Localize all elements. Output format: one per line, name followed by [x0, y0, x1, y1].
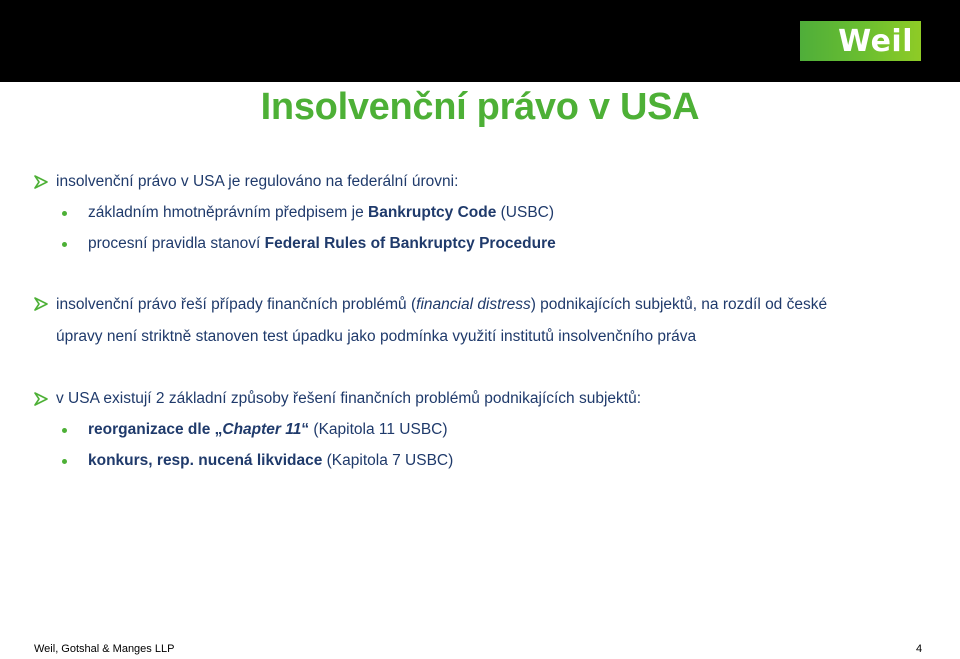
page-number: 4	[916, 643, 923, 655]
bold-italic-span: Chapter 11	[222, 421, 302, 438]
text-span: (Kapitola 11 USBC)	[309, 421, 448, 438]
text-span: (Kapitola 7 USBC)	[322, 452, 454, 469]
bold-span: Bankruptcy Code	[368, 204, 497, 221]
arrow-bullet-icon	[34, 175, 48, 189]
bold-span: reorganizace dle „	[88, 421, 223, 438]
bullet-3-sub-2	[88, 452, 453, 470]
arrow-bullet-icon	[34, 392, 48, 406]
weil-logo	[800, 21, 921, 61]
bullet-1-sub-1	[88, 204, 554, 222]
header-bar	[0, 0, 960, 82]
italic-span: financial distress	[416, 296, 531, 313]
text-span: (USBC)	[496, 204, 555, 221]
slide-title	[0, 86, 960, 129]
bullet-1-text: insolvenční právo v USA je regulováno na federální úrovni:	[56, 173, 459, 190]
dot-bullet-icon	[62, 428, 67, 433]
footer-company: Weil, Gotshal & Manges LLP	[34, 643, 175, 655]
bullet-1-sub-2	[88, 235, 556, 253]
bold-span: “	[301, 421, 310, 438]
bold-span: Federal Rules of Bankruptcy Procedure	[264, 235, 556, 252]
dot-bullet-icon	[62, 459, 67, 464]
logo-text: Weil	[838, 23, 913, 59]
text-span: ) podnikajících subjektů, na rozdíl od české	[530, 296, 828, 313]
bullet-3-text: v USA existují 2 základní způsoby řešení finančních problémů podnikajících subjektů:	[56, 390, 642, 407]
bullet-2-text	[56, 296, 827, 314]
text-span: procesní pravidla stanoví	[88, 235, 265, 252]
arrow-bullet-icon	[34, 297, 48, 311]
text-span: insolvenční právo řeší případy finančních problémů (	[56, 296, 417, 313]
bullet-3-sub-1	[88, 421, 448, 439]
bold-span: konkurs, resp. nucená likvidace	[88, 452, 323, 469]
dot-bullet-icon	[62, 242, 67, 247]
slide-title-text: Insolvenční právo v USA	[260, 86, 700, 128]
dot-bullet-icon	[62, 211, 67, 216]
text-span: základním hmotněprávním předpisem je	[88, 204, 368, 221]
bullet-2-line-2: úpravy není striktně stanoven test úpadku jako podmínka využití institutů insolvenčního práva	[56, 328, 697, 345]
